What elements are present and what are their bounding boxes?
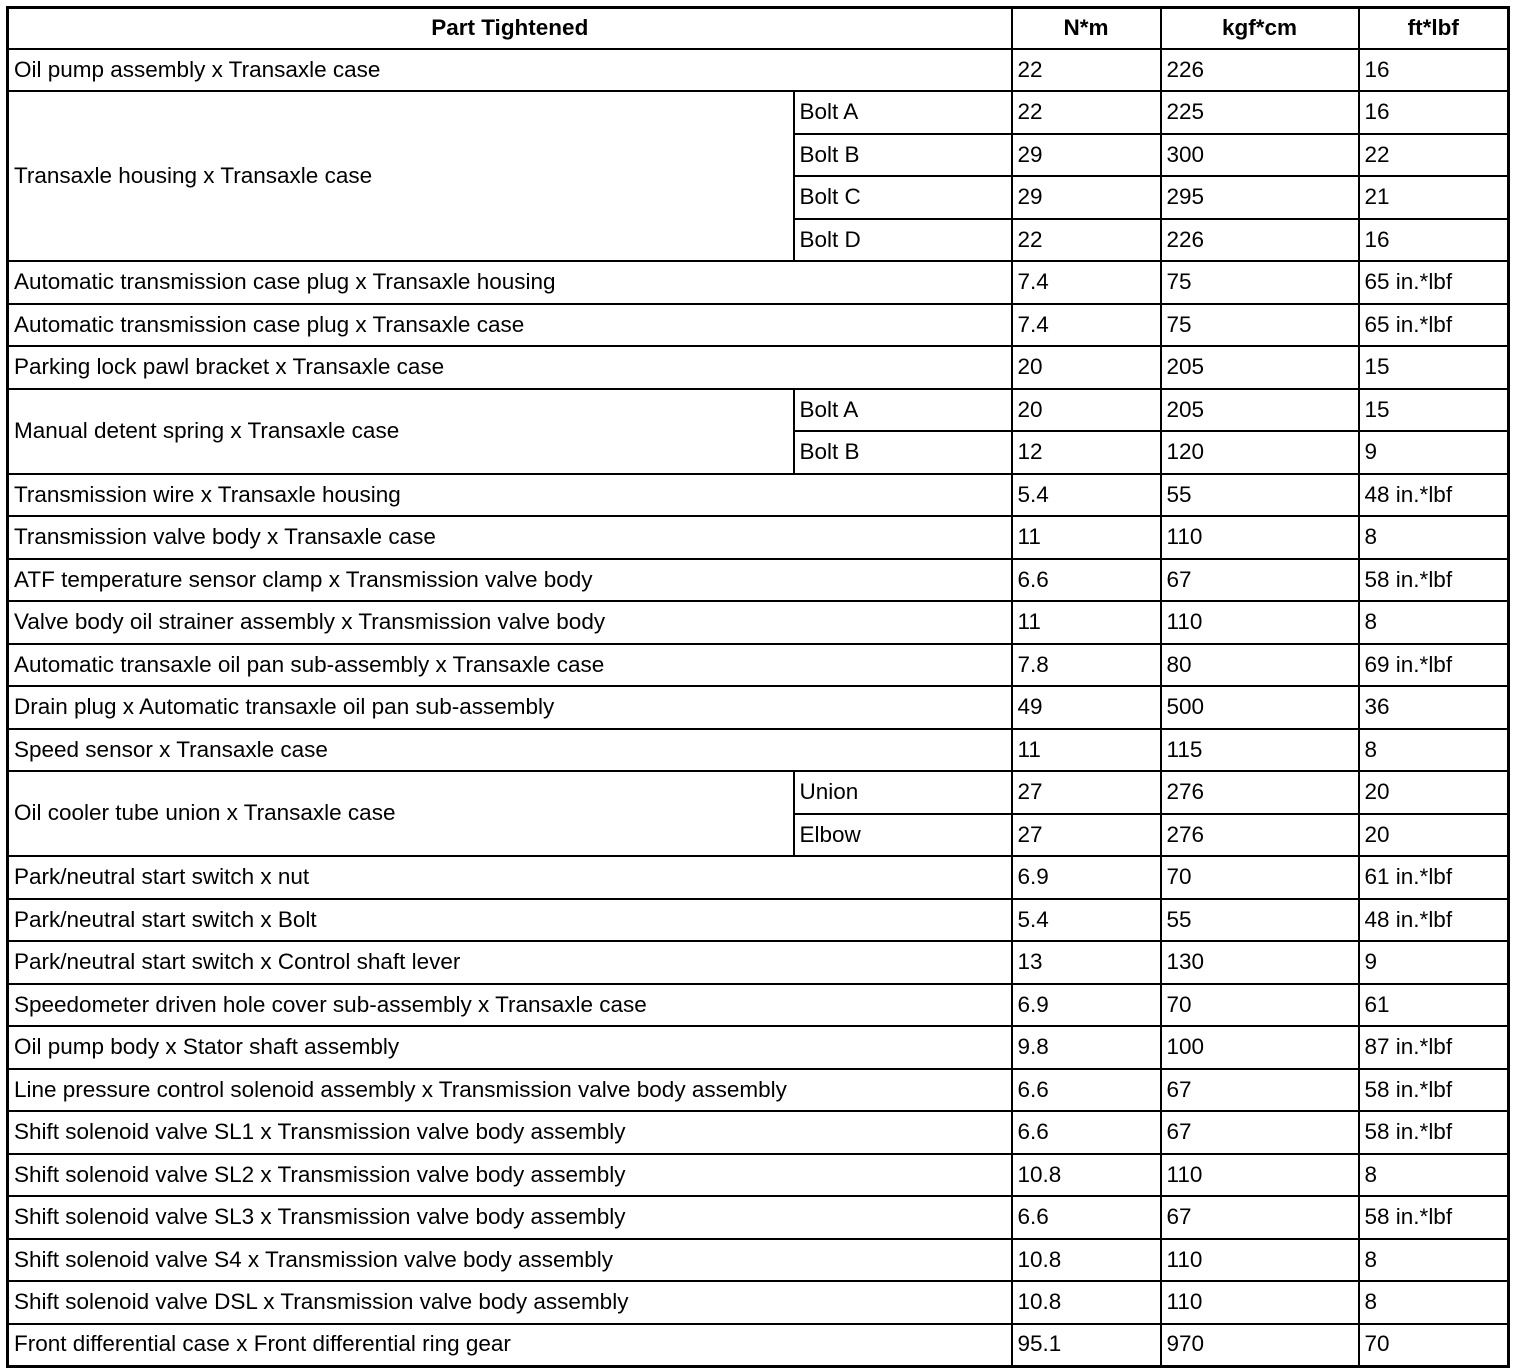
value-kgfcm: 75 bbox=[1161, 261, 1359, 304]
part-name: Park/neutral start switch x Control shaft lever bbox=[8, 941, 1012, 984]
value-ftlbf: 8 bbox=[1359, 601, 1509, 644]
value-nm: 27 bbox=[1012, 814, 1161, 857]
part-name: Automatic transaxle oil pan sub-assembly x Transaxle case bbox=[8, 644, 1012, 687]
value-ftlbf: 65 in.*lbf bbox=[1359, 261, 1509, 304]
value-ftlbf: 16 bbox=[1359, 219, 1509, 262]
part-name: Oil cooler tube union x Transaxle case bbox=[8, 771, 794, 856]
value-ftlbf: 8 bbox=[1359, 1239, 1509, 1282]
torque-spec-table bbox=[6, 6, 1510, 1368]
value-ftlbf: 20 bbox=[1359, 771, 1509, 814]
part-name: Transaxle housing x Transaxle case bbox=[8, 91, 794, 261]
value-kgfcm: 300 bbox=[1161, 134, 1359, 177]
value-ftlbf: 36 bbox=[1359, 686, 1509, 729]
value-nm: 7.4 bbox=[1012, 261, 1161, 304]
table-row bbox=[8, 644, 1509, 687]
value-nm: 9.8 bbox=[1012, 1026, 1161, 1069]
value-kgfcm: 75 bbox=[1161, 304, 1359, 347]
value-ftlbf: 58 in.*lbf bbox=[1359, 559, 1509, 602]
value-nm: 12 bbox=[1012, 431, 1161, 474]
part-name: Shift solenoid valve SL2 x Transmission valve body assembly bbox=[8, 1154, 1012, 1197]
table-row bbox=[8, 261, 1509, 304]
value-nm: 22 bbox=[1012, 219, 1161, 262]
value-ftlbf: 70 bbox=[1359, 1324, 1509, 1367]
table-row bbox=[8, 389, 1509, 432]
part-name: Speed sensor x Transaxle case bbox=[8, 729, 1012, 772]
value-ftlbf: 48 in.*lbf bbox=[1359, 899, 1509, 942]
part-name: Transmission valve body x Transaxle case bbox=[8, 516, 1012, 559]
value-ftlbf: 61 bbox=[1359, 984, 1509, 1027]
value-kgfcm: 226 bbox=[1161, 49, 1359, 92]
part-name: Drain plug x Automatic transaxle oil pan sub-assembly bbox=[8, 686, 1012, 729]
value-kgfcm: 80 bbox=[1161, 644, 1359, 687]
table-row bbox=[8, 1069, 1509, 1112]
table-row bbox=[8, 516, 1509, 559]
value-ftlbf: 8 bbox=[1359, 1281, 1509, 1324]
value-nm: 29 bbox=[1012, 134, 1161, 177]
value-ftlbf: 9 bbox=[1359, 941, 1509, 984]
table-row bbox=[8, 49, 1509, 92]
value-ftlbf: 8 bbox=[1359, 516, 1509, 559]
value-nm: 6.6 bbox=[1012, 1069, 1161, 1112]
value-nm: 10.8 bbox=[1012, 1154, 1161, 1197]
sub-part-label: Bolt A bbox=[794, 389, 1012, 432]
value-ftlbf: 87 in.*lbf bbox=[1359, 1026, 1509, 1069]
value-kgfcm: 67 bbox=[1161, 1111, 1359, 1154]
table-row bbox=[8, 474, 1509, 517]
table-row bbox=[8, 1239, 1509, 1282]
table-row bbox=[8, 941, 1509, 984]
table-row bbox=[8, 1154, 1509, 1197]
table-row bbox=[8, 1111, 1509, 1154]
value-ftlbf: 16 bbox=[1359, 91, 1509, 134]
sub-part-label: Bolt C bbox=[794, 176, 1012, 219]
value-nm: 6.6 bbox=[1012, 1196, 1161, 1239]
value-nm: 6.9 bbox=[1012, 856, 1161, 899]
value-ftlbf: 15 bbox=[1359, 389, 1509, 432]
value-ftlbf: 20 bbox=[1359, 814, 1509, 857]
part-name: Line pressure control solenoid assembly x Transmission valve body assembly bbox=[8, 1069, 1012, 1112]
table-row bbox=[8, 771, 1509, 814]
table-row bbox=[8, 601, 1509, 644]
table-row bbox=[8, 1026, 1509, 1069]
value-ftlbf: 61 in.*lbf bbox=[1359, 856, 1509, 899]
value-kgfcm: 110 bbox=[1161, 516, 1359, 559]
value-ftlbf: 65 in.*lbf bbox=[1359, 304, 1509, 347]
part-name: Front differential case x Front differential ring gear bbox=[8, 1324, 1012, 1367]
table-row bbox=[8, 346, 1509, 389]
value-nm: 27 bbox=[1012, 771, 1161, 814]
sub-part-label: Bolt B bbox=[794, 431, 1012, 474]
header-row bbox=[8, 8, 1509, 49]
value-nm: 10.8 bbox=[1012, 1281, 1161, 1324]
value-nm: 6.6 bbox=[1012, 1111, 1161, 1154]
value-kgfcm: 130 bbox=[1161, 941, 1359, 984]
value-kgfcm: 205 bbox=[1161, 346, 1359, 389]
value-nm: 11 bbox=[1012, 516, 1161, 559]
table-row bbox=[8, 1324, 1509, 1367]
part-name: Shift solenoid valve S4 x Transmission valve body assembly bbox=[8, 1239, 1012, 1282]
part-name: Manual detent spring x Transaxle case bbox=[8, 389, 794, 474]
part-name: Shift solenoid valve SL1 x Transmission valve body assembly bbox=[8, 1111, 1012, 1154]
value-ftlbf: 15 bbox=[1359, 346, 1509, 389]
value-kgfcm: 67 bbox=[1161, 1069, 1359, 1112]
part-name: Transmission wire x Transaxle housing bbox=[8, 474, 1012, 517]
table-row bbox=[8, 1196, 1509, 1239]
value-nm: 95.1 bbox=[1012, 1324, 1161, 1367]
table-body bbox=[8, 49, 1509, 1367]
value-ftlbf: 8 bbox=[1359, 729, 1509, 772]
value-nm: 29 bbox=[1012, 176, 1161, 219]
part-name: Automatic transmission case plug x Transaxle housing bbox=[8, 261, 1012, 304]
value-ftlbf: 58 in.*lbf bbox=[1359, 1069, 1509, 1112]
table-row bbox=[8, 729, 1509, 772]
value-kgfcm: 110 bbox=[1161, 1239, 1359, 1282]
value-ftlbf: 48 in.*lbf bbox=[1359, 474, 1509, 517]
part-name: Oil pump assembly x Transaxle case bbox=[8, 49, 1012, 92]
sub-part-label: Bolt A bbox=[794, 91, 1012, 134]
part-name: ATF temperature sensor clamp x Transmission valve body bbox=[8, 559, 1012, 602]
value-ftlbf: 22 bbox=[1359, 134, 1509, 177]
value-kgfcm: 55 bbox=[1161, 899, 1359, 942]
value-kgfcm: 276 bbox=[1161, 814, 1359, 857]
part-name: Automatic transmission case plug x Transaxle case bbox=[8, 304, 1012, 347]
sub-part-label: Union bbox=[794, 771, 1012, 814]
header-kgfcm: kgf*cm bbox=[1161, 8, 1359, 49]
header-part-tightened: Part Tightened bbox=[8, 8, 1012, 49]
value-ftlbf: 9 bbox=[1359, 431, 1509, 474]
part-name: Oil pump body x Stator shaft assembly bbox=[8, 1026, 1012, 1069]
value-kgfcm: 100 bbox=[1161, 1026, 1359, 1069]
value-nm: 13 bbox=[1012, 941, 1161, 984]
value-nm: 49 bbox=[1012, 686, 1161, 729]
table-row bbox=[8, 686, 1509, 729]
sub-part-label: Elbow bbox=[794, 814, 1012, 857]
part-name: Parking lock pawl bracket x Transaxle case bbox=[8, 346, 1012, 389]
table-row bbox=[8, 559, 1509, 602]
value-nm: 20 bbox=[1012, 389, 1161, 432]
table-row bbox=[8, 856, 1509, 899]
value-nm: 6.6 bbox=[1012, 559, 1161, 602]
value-nm: 11 bbox=[1012, 601, 1161, 644]
sub-part-label: Bolt D bbox=[794, 219, 1012, 262]
table-row bbox=[8, 984, 1509, 1027]
value-kgfcm: 110 bbox=[1161, 1281, 1359, 1324]
value-kgfcm: 67 bbox=[1161, 1196, 1359, 1239]
value-ftlbf: 58 in.*lbf bbox=[1359, 1111, 1509, 1154]
table-row bbox=[8, 91, 1509, 134]
value-kgfcm: 276 bbox=[1161, 771, 1359, 814]
value-nm: 7.4 bbox=[1012, 304, 1161, 347]
table-row bbox=[8, 1281, 1509, 1324]
part-name: Park/neutral start switch x nut bbox=[8, 856, 1012, 899]
value-nm: 6.9 bbox=[1012, 984, 1161, 1027]
value-kgfcm: 295 bbox=[1161, 176, 1359, 219]
value-kgfcm: 70 bbox=[1161, 984, 1359, 1027]
part-name: Speedometer driven hole cover sub-assembly x Transaxle case bbox=[8, 984, 1012, 1027]
value-ftlbf: 21 bbox=[1359, 176, 1509, 219]
header-nm: N*m bbox=[1012, 8, 1161, 49]
value-kgfcm: 500 bbox=[1161, 686, 1359, 729]
table-row bbox=[8, 899, 1509, 942]
value-kgfcm: 110 bbox=[1161, 1154, 1359, 1197]
value-nm: 5.4 bbox=[1012, 899, 1161, 942]
part-name: Park/neutral start switch x Bolt bbox=[8, 899, 1012, 942]
part-name: Valve body oil strainer assembly x Transmission valve body bbox=[8, 601, 1012, 644]
value-ftlbf: 8 bbox=[1359, 1154, 1509, 1197]
value-kgfcm: 115 bbox=[1161, 729, 1359, 772]
value-kgfcm: 67 bbox=[1161, 559, 1359, 602]
value-kgfcm: 225 bbox=[1161, 91, 1359, 134]
value-nm: 10.8 bbox=[1012, 1239, 1161, 1282]
value-ftlbf: 58 in.*lbf bbox=[1359, 1196, 1509, 1239]
value-nm: 7.8 bbox=[1012, 644, 1161, 687]
value-kgfcm: 970 bbox=[1161, 1324, 1359, 1367]
value-kgfcm: 205 bbox=[1161, 389, 1359, 432]
value-nm: 20 bbox=[1012, 346, 1161, 389]
value-ftlbf: 16 bbox=[1359, 49, 1509, 92]
value-kgfcm: 110 bbox=[1161, 601, 1359, 644]
sub-part-label: Bolt B bbox=[794, 134, 1012, 177]
part-name: Shift solenoid valve SL3 x Transmission valve body assembly bbox=[8, 1196, 1012, 1239]
value-kgfcm: 120 bbox=[1161, 431, 1359, 474]
header-ftlbf: ft*lbf bbox=[1359, 8, 1509, 49]
value-nm: 11 bbox=[1012, 729, 1161, 772]
value-ftlbf: 69 in.*lbf bbox=[1359, 644, 1509, 687]
part-name: Shift solenoid valve DSL x Transmission valve body assembly bbox=[8, 1281, 1012, 1324]
value-nm: 5.4 bbox=[1012, 474, 1161, 517]
value-nm: 22 bbox=[1012, 49, 1161, 92]
value-kgfcm: 226 bbox=[1161, 219, 1359, 262]
table-row bbox=[8, 304, 1509, 347]
value-kgfcm: 55 bbox=[1161, 474, 1359, 517]
value-nm: 22 bbox=[1012, 91, 1161, 134]
value-kgfcm: 70 bbox=[1161, 856, 1359, 899]
